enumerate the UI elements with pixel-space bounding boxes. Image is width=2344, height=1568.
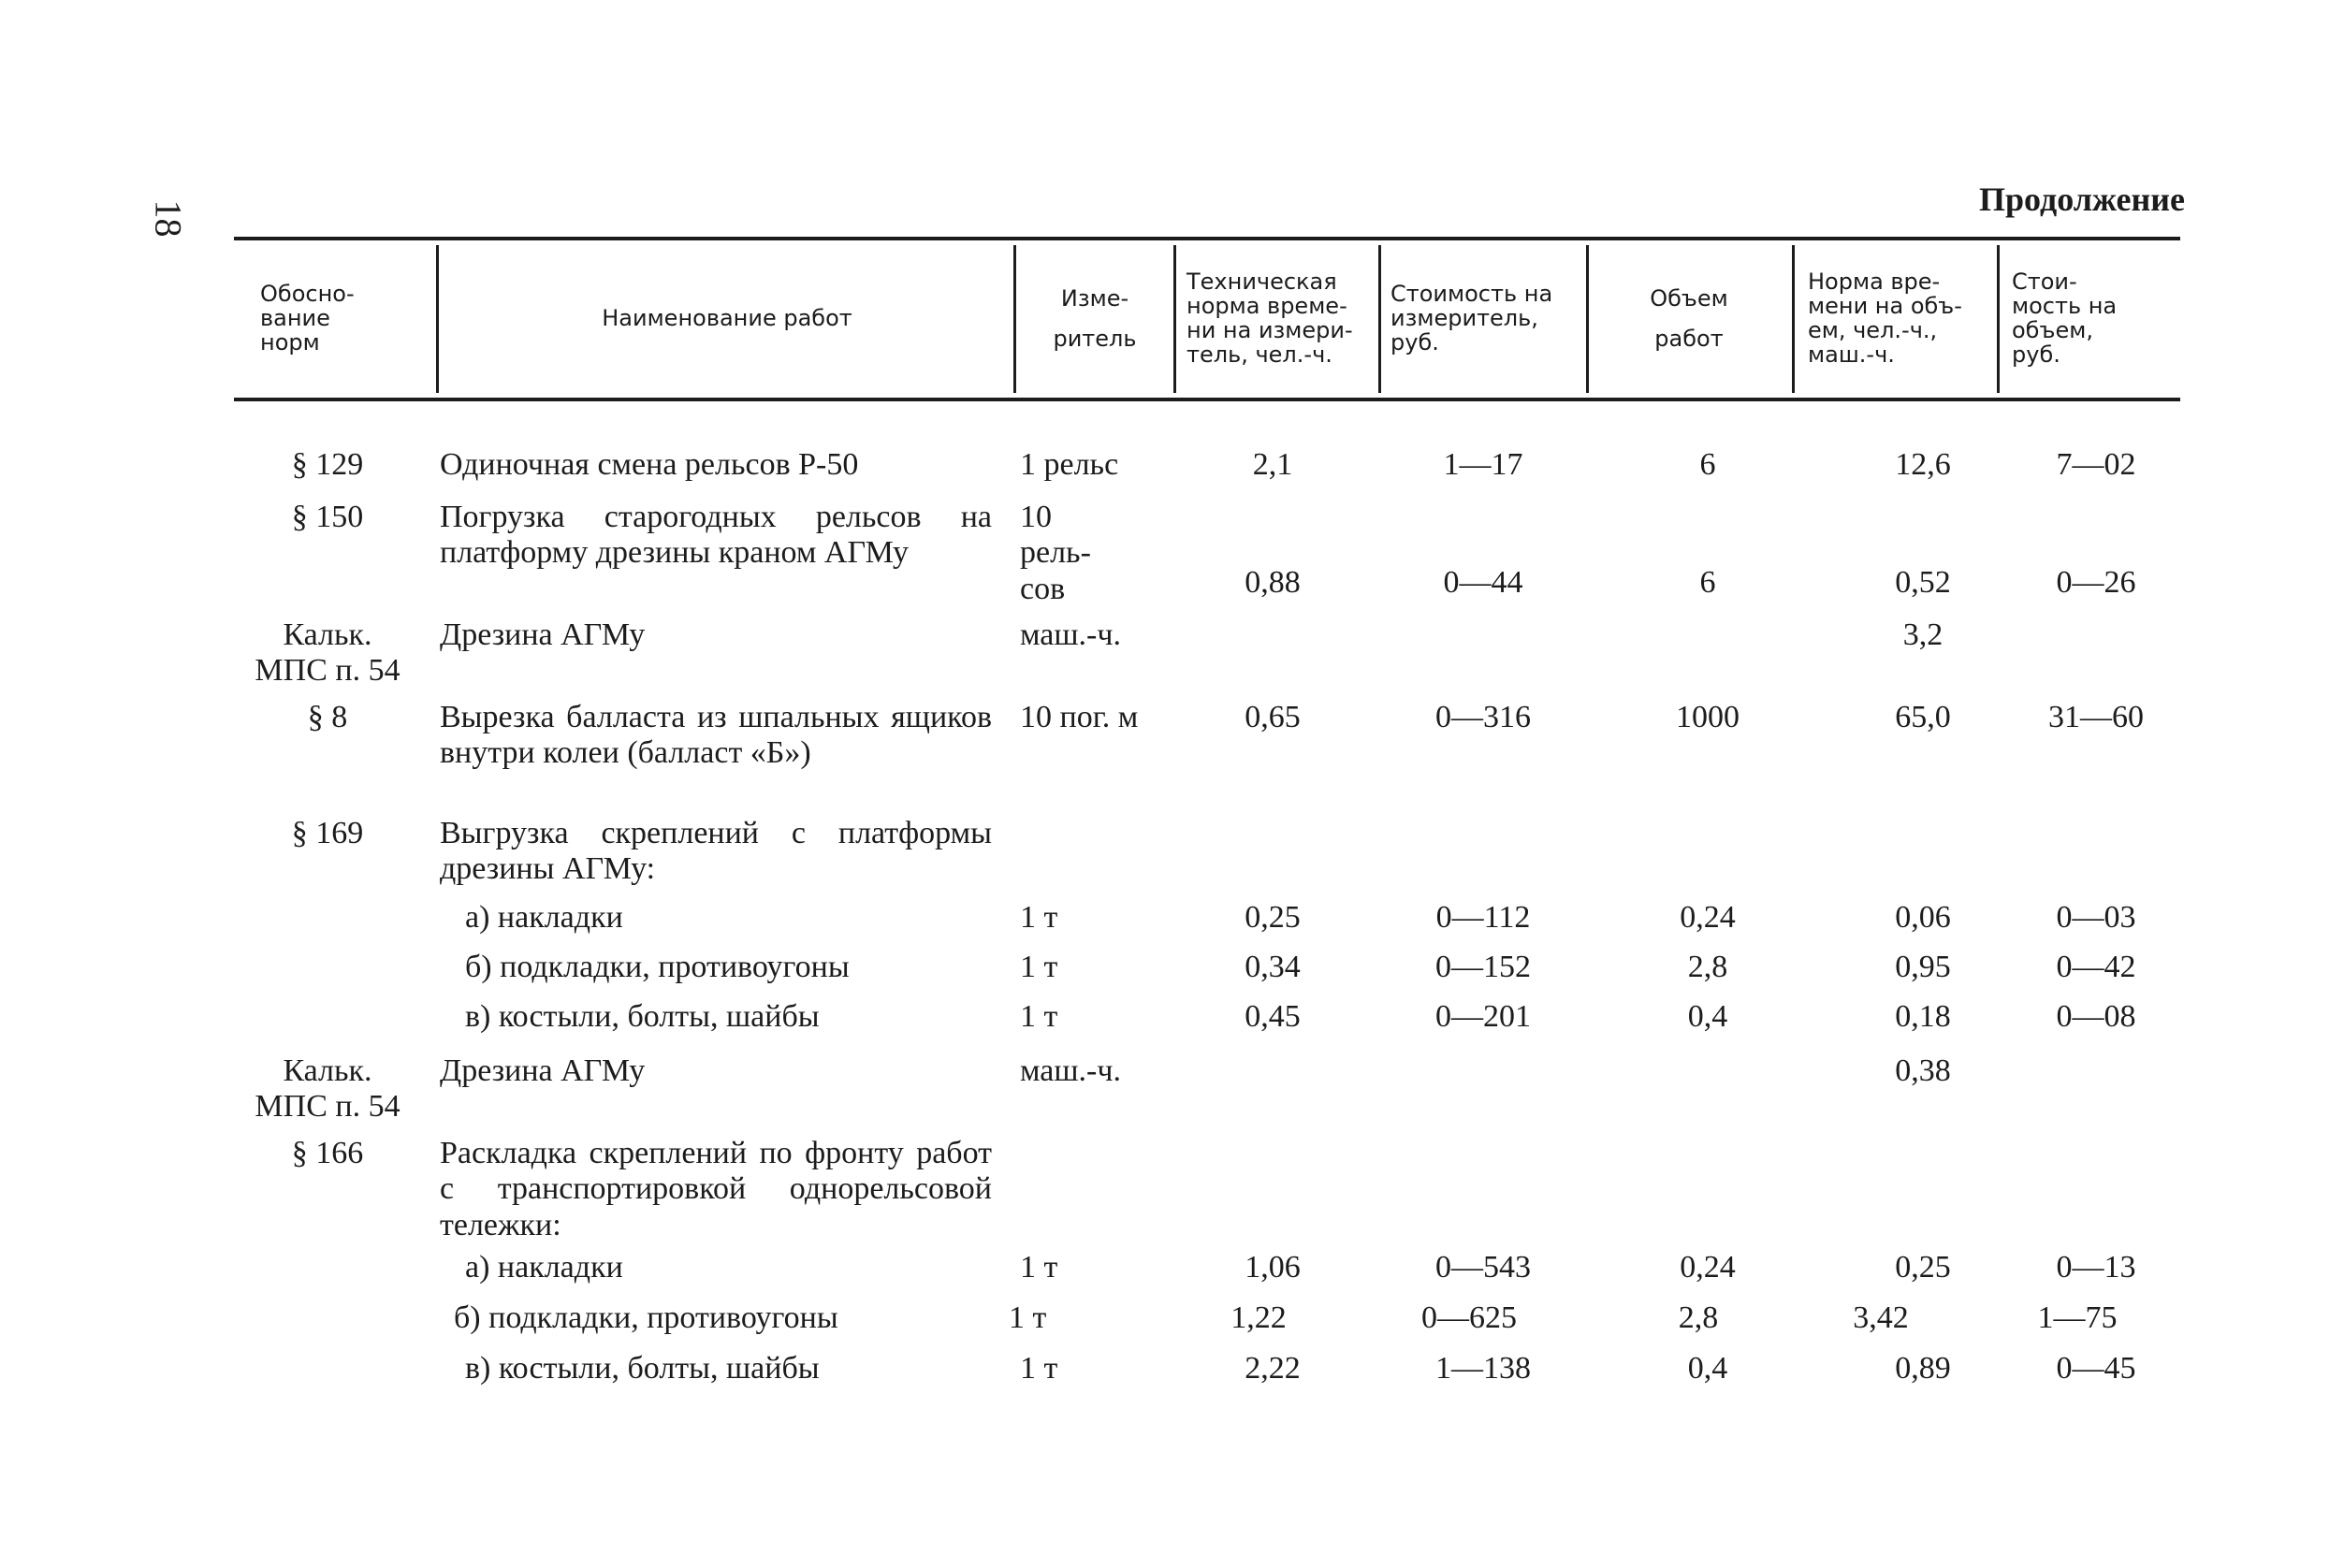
- header-bottom-rule: [234, 398, 2180, 401]
- row-norm-volume: 65,0: [1895, 700, 1951, 734]
- row-name: а) накладки: [465, 900, 623, 935]
- row-cost-volume: 7—02: [2056, 447, 2136, 482]
- row-name: Погрузка старогодных рельсов на платформу дрезины краном АГМу: [440, 500, 992, 571]
- header-tech-norm: Техническая норма време- ни на измери- тель, чел.-ч.: [1187, 269, 1353, 368]
- row-tech-norm: 2,22: [1245, 1351, 1301, 1386]
- row-volume: 6: [1699, 447, 1716, 482]
- header-norm-volume: Норма вре- мени на объ- ем, чел.-ч., маш.-ч.: [1808, 269, 1962, 368]
- row-name: Дрезина АГМу: [440, 617, 646, 652]
- header-unit: Изме- ритель: [1053, 284, 1137, 352]
- row-volume: 1000: [1676, 700, 1740, 734]
- header-name: Наименование работ: [602, 305, 852, 332]
- row-cost-volume: 0—45: [2056, 1351, 2136, 1386]
- header-divider: [1997, 245, 2000, 393]
- row-unit: 1 рельс: [1020, 447, 1119, 482]
- row-basis: § 129: [291, 447, 364, 482]
- row-cost-unit: 0—152: [1435, 950, 1531, 984]
- row-cost-unit: 1—138: [1435, 1351, 1531, 1386]
- row-name: б) подкладки, противоугоны: [454, 1300, 838, 1335]
- row-unit: маш.-ч.: [1020, 1053, 1121, 1088]
- row-basis: Кальк. МПС п. 54: [255, 617, 400, 689]
- row-cost-unit: 0—543: [1435, 1250, 1531, 1285]
- header-cost-unit: Стоимость на измеритель, руб.: [1390, 281, 1553, 356]
- row-tech-norm: 0,34: [1245, 950, 1301, 984]
- row-cost-volume: 0—13: [2056, 1250, 2136, 1285]
- row-name: Дрезина АГМу: [440, 1053, 646, 1088]
- row-cost-volume: 0—26: [2056, 565, 2136, 600]
- row-basis: § 150: [291, 500, 364, 534]
- row-unit: 10 рель- сов: [1020, 500, 1091, 606]
- row-volume: 2,8: [1678, 1300, 1719, 1335]
- row-norm-volume: 0,95: [1895, 950, 1951, 984]
- page-number: 18: [147, 199, 190, 238]
- row-name: Выгрузка скреплений с платформы дрезины АГМу:: [440, 816, 992, 887]
- row-cost-unit: 0—112: [1435, 900, 1531, 935]
- row-basis: § 169: [291, 816, 364, 850]
- row-cost-unit: 0—44: [1443, 565, 1523, 600]
- header-divider: [1173, 245, 1176, 393]
- row-unit: 1 т: [1020, 950, 1058, 984]
- row-name: б) подкладки, противоугоны: [465, 950, 850, 984]
- row-name: в) костыли, болты, шайбы: [465, 999, 820, 1034]
- row-cost-volume: 1—75: [2037, 1300, 2118, 1335]
- row-norm-volume: 12,6: [1895, 447, 1951, 482]
- row-unit: 10 пог. м: [1020, 700, 1139, 734]
- row-volume: 0,24: [1680, 1250, 1736, 1285]
- row-tech-norm: 0,88: [1245, 565, 1301, 600]
- row-cost-volume: 0—03: [2056, 900, 2136, 935]
- row-unit: 1 т: [1009, 1300, 1047, 1335]
- row-basis: § 166: [291, 1136, 364, 1170]
- row-unit: 1 т: [1020, 900, 1058, 935]
- header-divider: [1013, 245, 1016, 393]
- row-basis: Кальк. МПС п. 54: [255, 1053, 400, 1125]
- row-cost-volume: 0—08: [2056, 999, 2136, 1034]
- row-name: Одиночная смена рельсов Р-50: [440, 447, 859, 482]
- row-norm-volume: 0,06: [1895, 900, 1951, 935]
- table-top-rule: [234, 237, 2180, 240]
- row-cost-unit: 0—316: [1435, 700, 1531, 734]
- header-volume: Объем работ: [1650, 284, 1728, 352]
- row-name: в) костыли, болты, шайбы: [465, 1351, 820, 1386]
- row-tech-norm: 2,1: [1252, 447, 1293, 482]
- row-norm-volume: 3,2: [1902, 617, 1944, 652]
- row-tech-norm: 0,45: [1245, 999, 1301, 1034]
- row-cost-volume: 0—42: [2056, 950, 2136, 984]
- row-basis: § 8: [307, 700, 348, 734]
- header-divider: [436, 245, 439, 393]
- row-norm-volume: 0,38: [1895, 1053, 1951, 1088]
- row-tech-norm: 0,65: [1245, 700, 1301, 734]
- header-basis: Обосно- вание норм: [260, 281, 355, 356]
- row-volume: 0,4: [1687, 999, 1728, 1034]
- row-volume: 0,4: [1687, 1351, 1728, 1386]
- row-norm-volume: 0,89: [1895, 1351, 1951, 1386]
- row-tech-norm: 1,06: [1245, 1250, 1301, 1285]
- row-cost-volume: 31—60: [2048, 700, 2144, 734]
- row-norm-volume: 0,18: [1895, 999, 1951, 1034]
- row-unit: маш.-ч.: [1020, 617, 1121, 652]
- header-divider: [1586, 245, 1589, 393]
- row-volume: 2,8: [1687, 950, 1728, 984]
- row-norm-volume: 0,52: [1895, 565, 1951, 600]
- row-volume: 0,24: [1680, 900, 1736, 935]
- row-name: а) накладки: [465, 1250, 623, 1285]
- row-tech-norm: 0,25: [1245, 900, 1301, 935]
- row-name: Вырезка балласта из шпальных ящиков внутри колеи (балласт «Б»): [440, 700, 992, 771]
- row-cost-unit: 1—17: [1443, 447, 1523, 482]
- row-name: Раскладка скреплений по фронту работ с транспортировкой однорельсовой тележки:: [440, 1136, 992, 1242]
- row-norm-volume: 0,25: [1895, 1250, 1951, 1285]
- row-volume: 6: [1699, 565, 1716, 600]
- row-unit: 1 т: [1020, 1351, 1058, 1386]
- row-norm-volume: 3,42: [1853, 1300, 1909, 1335]
- row-cost-unit: 0—201: [1435, 999, 1531, 1034]
- row-cost-unit: 0—625: [1421, 1300, 1517, 1335]
- header-divider: [1378, 245, 1381, 393]
- row-unit: 1 т: [1020, 1250, 1058, 1285]
- header-cost-volume: Стои- мость на объем, руб.: [2012, 269, 2118, 368]
- header-divider: [1792, 245, 1795, 393]
- row-tech-norm: 1,22: [1230, 1300, 1287, 1335]
- continued-label: Продолжение: [1979, 181, 2185, 218]
- row-unit: 1 т: [1020, 999, 1058, 1034]
